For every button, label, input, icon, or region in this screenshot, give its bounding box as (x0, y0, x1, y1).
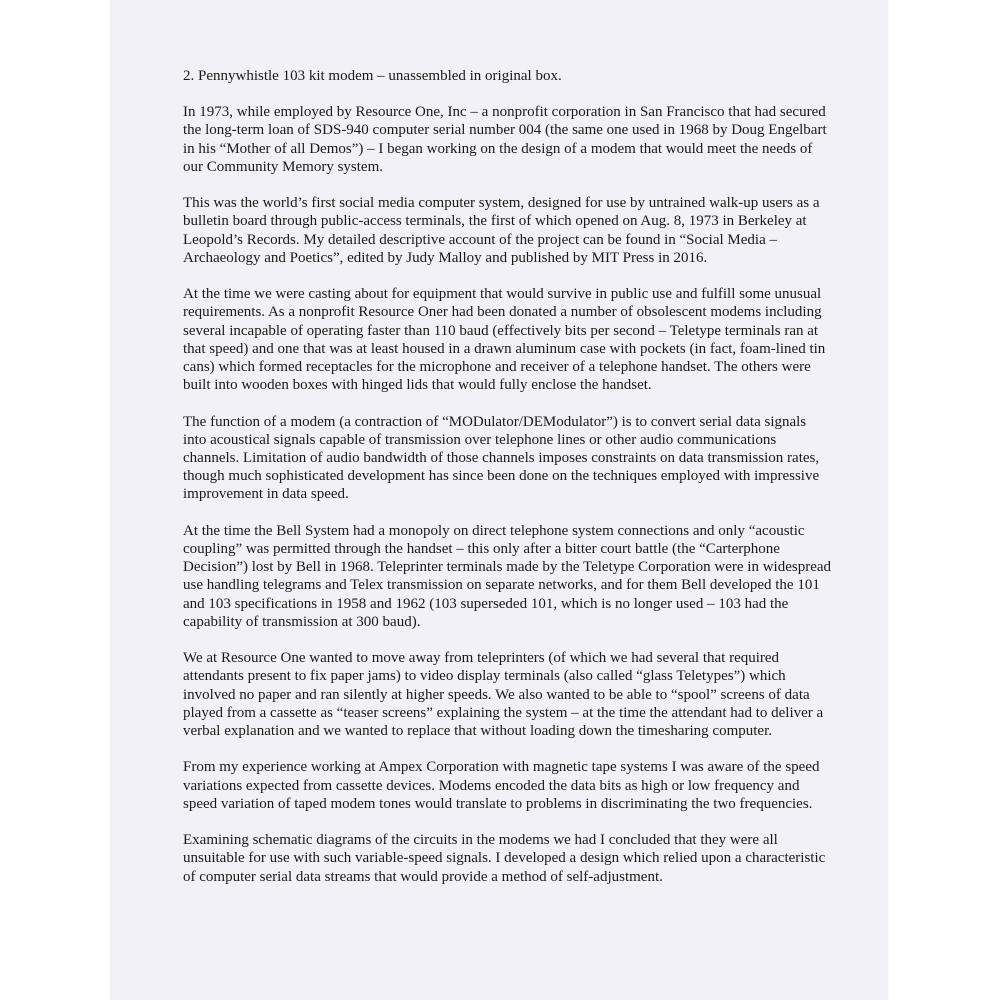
document-heading: 2. Pennywhistle 103 kit modem – unassembled in original box. (183, 68, 562, 84)
paragraph-equipment: At the time we were casting about for equipment that would survive in public use and fulfill some unusual requirements. As a nonprofit Resource Oner had been donated a number of obsolescent modems including several incapable of operating faster than 110 baud (effectively bits per second – Teletype terminals ran at that speed) and one that was at least housed in a drawn aluminum case with pockets (in fact, foam-lined tin cans) which formed receptacles for the microphone and receiver of a telephone handset. The others were built into wooden boxes with hinged lids that would fully enclose the handset. (183, 286, 826, 394)
paragraph-resource-one: In 1973, while employed by Resource One, Inc – a nonprofit corporation in San Francisco that had secured the long-term loan of SDS-940 computer serial number 004 (the same one used in 1968 by Doug Engelbart in his “Mother of all Demos”) – I began working on the design of a modem that would meet the needs of our Community Memory system. (183, 104, 827, 175)
paragraph-video-terminals: We at Resource One wanted to move away from teleprinters (of which we had several that required attendants present to fix paper jams) to video display terminals (also called “glass Teletypes”) which involved no paper and ran silently at higher speeds. We also wanted to be able to “spool” screens of data played from a cassette as “teaser screens” explaining the system – at the time the attendant had to deliver a verbal explanation and we wanted to replace that without loading down the timesharing computer. (183, 650, 824, 740)
paragraph-community-memory: This was the world’s first social media computer system, designed for use by untrained walk-up users as a bulletin board through public-access terminals, the first of which opened on Aug. 8, 1973 in Berkeley at Leopold’s Records. My detailed descriptive account of the project can be found in “Social Media – Archaeology and Poetics”, edited by Judy Malloy and published by MIT Press in 2016. (183, 195, 820, 266)
paragraph-schematics: Examining schematic diagrams of the circuits in the modems we had I concluded that they were all unsuitable for use with such variable-speed signals. I developed a design which relied upon a characteristic of computer serial data streams that would provide a method of self-adjustment. (183, 832, 826, 885)
paragraph-bell-system: At the time the Bell System had a monopoly on direct telephone system connections and only “acoustic coupling” was permitted through the handset – this only after a bitter court battle (the “Carterphone Decision”) lost by Bell in 1968. Teleprinter terminals made by the Teletype Corporation were in widespread use handling telegrams and Telex transmission on separate networks, and for them Bell developed the 101 and 103 specifications in 1958 and 1962 (103 superseded 101, which is no longer used – 103 had the capability of transmission at 300 baud). (183, 522, 832, 630)
document-body (183, 67, 833, 904)
paragraph-modem-function: The function of a modem (a contraction of “MODulator/DEModulator”) is to convert serial data signals into acoustical signals capable of transmission over telephone lines or other audio communications channels. Limitation of audio bandwidth of those channels imposes constraints on data transmission rates, though much sophisticated development has since been done on the techniques employed with impressive improvement in data speed. (183, 413, 820, 503)
paragraph-ampex: From my experience working at Ampex Corporation with magnetic tape systems I was aware of the speed variations expected from cassette devices. Modems encoded the data bits as high or low frequency and speed variation of taped modem tones would translate to problems in discriminating the two frequencies. (183, 759, 820, 812)
